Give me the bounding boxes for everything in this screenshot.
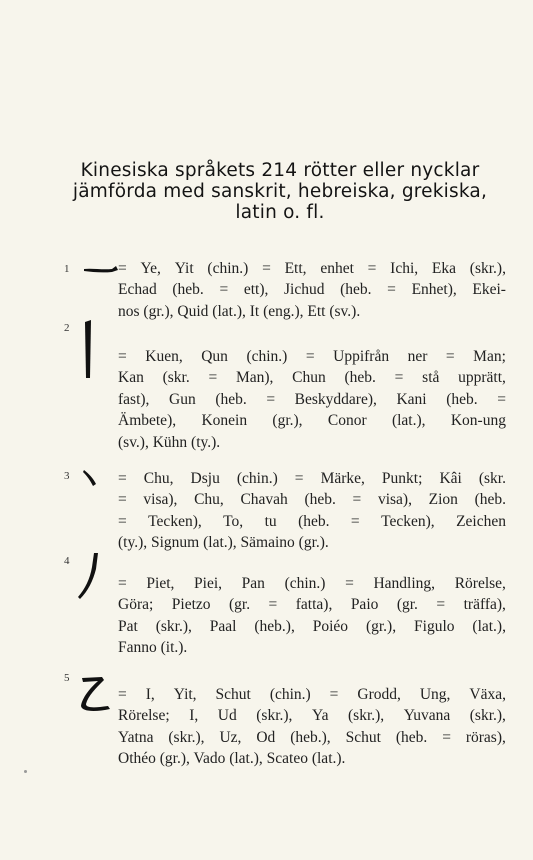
entry-line: Yatna (skr.), Uz, Od (heb.), Schut (heb. = röras), [118,728,506,746]
entry-line: = Ye, Yit (chin.) = Ett, enhet = Ichi, Eka (skr.), [118,260,506,277]
entry-number: 3 [64,470,70,482]
entry-line: Göra; Pietzo (gr. = fatta), Paio (gr. = träffa), [118,596,506,614]
entry-line: = I, Yit, Schut (chin.) = Grodd, Ung, Växa, [118,686,506,703]
horizontal-stroke-icon [82,260,122,280]
entry-line: (sv.), Kühn (ty.). [118,433,221,451]
title-line: latin o. fl. [235,202,325,223]
entry-line: = Piet, Piei, Pan (chin.) = Handling, Rörelse, [118,575,506,592]
entry-line: Fanno (it.). [118,639,188,657]
entry-text [118,573,506,659]
entry-line: (ty.), Signum (lat.), Sämaino (gr.). [118,534,329,552]
entry-text [118,468,506,554]
hooked-stroke-icon [78,674,114,714]
entry-line: = Chu, Dsju (chin.) = Märke, Punkt; Kâi (skr. [118,470,506,487]
paper-speck [24,770,27,773]
dot-stroke-icon [81,468,101,490]
entry-line: Pat (skr.), Paal (heb.), Poiéo (gr.), Figulo (lat.), [118,617,506,635]
title-line: Kinesiska språkets 214 rötter eller nycklar [80,160,480,181]
entry-number: 1 [64,263,70,275]
title-line: jämförda med sanskrit, hebreiska, grekiska, [72,181,488,202]
entry-line: fast), Gun (heb. = Beskyddare), Kani (heb. = [118,390,506,408]
entry-text [118,258,506,322]
entry-line: Kan (skr. = Man), Chun (heb. = stå upprätt, [118,369,506,387]
entry-line: Ämbete), Konein (gr.), Conor (lat.), Kon-ung [118,412,506,430]
entry-text [118,346,506,453]
entry-number: 2 [64,322,70,334]
entry-number: 4 [64,555,70,567]
entry-line: Othéo (gr.), Vado (lat.), Scateo (lat.). [118,750,346,768]
entry-text [118,684,506,770]
entry-line: Rörelse; I, Ud (skr.), Ya (skr.), Yuvana (skr.), [118,707,506,725]
vertical-stroke-icon [78,320,98,380]
left-falling-stroke-icon [76,551,104,601]
entry-line: = Kuen, Qun (chin.) = Uppifrån ner = Man; [118,348,506,365]
entry-number: 5 [64,672,70,684]
entry-line: = visa), Chu, Chavah (heb. = visa), Zion (heb. [118,491,506,509]
entry-line: = Tecken), To, tu (heb. = Tecken), Zeichen [118,512,506,530]
entry-line: Echad (heb. = ett), Jichud (heb. = Enhet), Ekei- [118,281,506,299]
page-title [60,160,500,223]
entry-line: nos (gr.), Quid (lat.), It (eng.), Ett (sv.). [118,302,361,320]
